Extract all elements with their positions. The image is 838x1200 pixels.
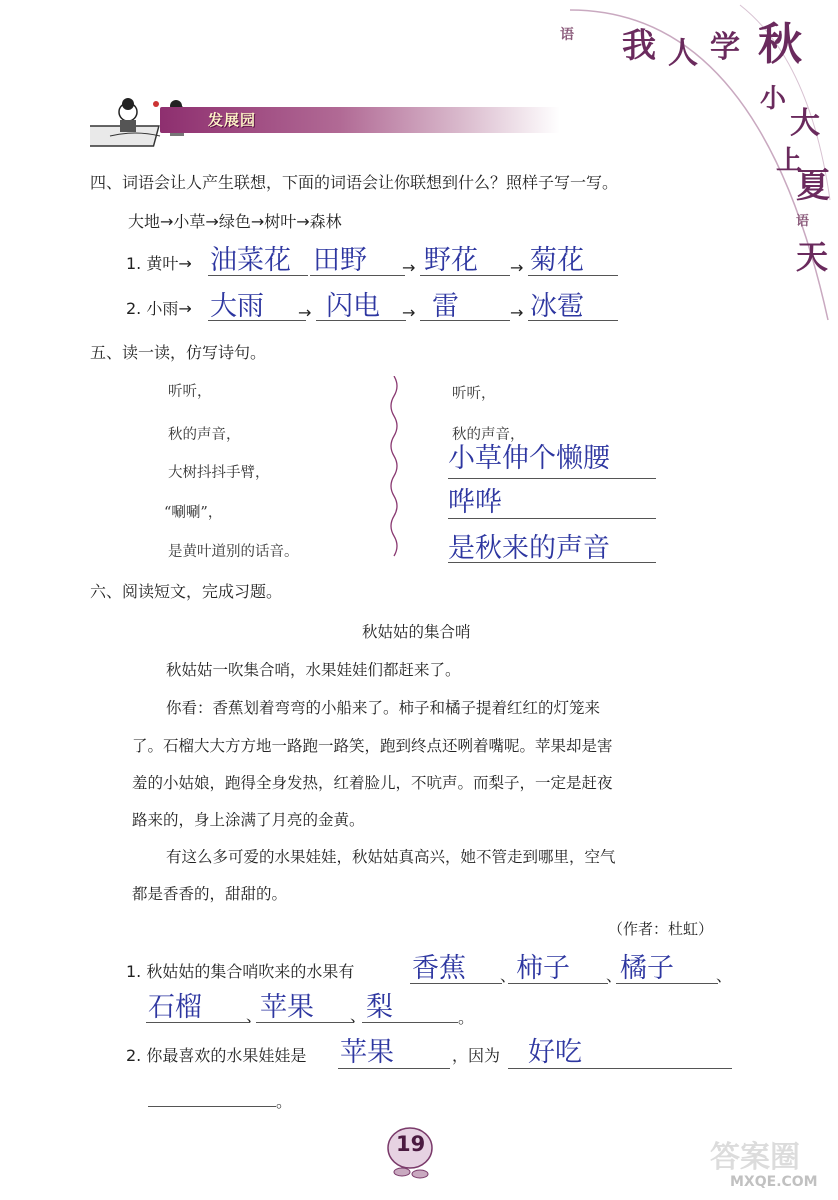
poem-line: 听听，: [452, 386, 496, 402]
passage-line: 你看：香蕉划着弯弯的小船来了。柿子和橘子提着红红的灯笼来: [166, 699, 601, 717]
q6-2-prompt: 2. 你最喜欢的水果娃娃是: [126, 1046, 307, 1065]
period: 。: [276, 1092, 293, 1111]
handwritten-answer: 是秋来的声音: [448, 533, 610, 564]
passage-author: （作者：杜虹）: [608, 920, 714, 938]
comma: 、: [716, 966, 733, 985]
watermark-url: MXQE.COM: [730, 1174, 818, 1190]
handwritten-answer: 好吃: [528, 1037, 582, 1068]
deco-char: 天: [796, 238, 829, 276]
handwritten-answer: 冰雹: [530, 291, 584, 322]
comma: 、: [246, 1006, 263, 1025]
poem-line: 秋的声音，: [452, 427, 525, 443]
handwritten-answer: 苹果: [340, 1037, 394, 1068]
poem-line: 大树抖抖手臂，: [168, 465, 270, 481]
passage-title: 秋姑姑的集合哨: [362, 623, 471, 641]
arrow-icon: →: [402, 258, 416, 277]
poem-line: 听听，: [168, 384, 212, 400]
corner-decoration: [560, 0, 838, 330]
poem-line: 秋的声音，: [168, 427, 241, 443]
passage-line: 有这么多可爱的水果娃娃，秋姑姑真高兴，她不管走到哪里，空气: [166, 848, 616, 866]
handwritten-answer: 小草伸个懒腰: [448, 443, 610, 474]
handwritten-answer: 田野: [313, 245, 367, 276]
answer-line: [148, 1106, 276, 1107]
q4-row2-label: 2. 小雨→: [126, 299, 192, 318]
deco-char: 学: [710, 30, 740, 65]
handwritten-answer: 香蕉: [412, 953, 466, 984]
q4-row1-label: 1. 黄叶→: [126, 254, 192, 273]
comma: 、: [500, 966, 517, 985]
passage-line: 羞的小姑娘，跑得全身发热，红着脸儿，不吭声。而梨子，一定是赶夜: [132, 774, 613, 792]
deco-char: 大: [790, 106, 820, 141]
answer-line: [338, 1068, 450, 1069]
handwritten-answer: 柿子: [516, 953, 570, 984]
arrow-icon: →: [298, 303, 312, 322]
answer-line: [508, 1068, 732, 1069]
q5-prompt: 五、读一读，仿写诗句。: [90, 343, 267, 362]
arrow-icon: →: [510, 258, 524, 277]
wavy-divider-icon: [384, 376, 404, 566]
watermark: [710, 1132, 800, 1176]
q6-2-because: ，因为: [452, 1046, 501, 1065]
handwritten-answer: 苹果: [260, 992, 314, 1023]
answer-line: [448, 518, 656, 519]
watermark-text: 答案圈: [710, 1140, 800, 1175]
deco-char: 语: [560, 27, 574, 43]
deco-char: 我: [622, 26, 656, 66]
comma: 、: [606, 966, 623, 985]
handwritten-answer: 石榴: [148, 992, 202, 1023]
handwritten-answer: 哗哗: [448, 487, 502, 518]
handwritten-answer: 菊花: [530, 245, 584, 276]
q4-prompt: 四、词语会让人产生联想，下面的词语会让你联想到什么？照样子写一写。: [90, 173, 619, 192]
deco-char: 语: [796, 214, 810, 229]
handwritten-answer: 闪电: [326, 291, 380, 322]
handwritten-answer: 橘子: [620, 953, 674, 984]
deco-char: 人: [668, 36, 698, 71]
q6-1-prompt: 1. 秋姑姑的集合哨吹来的水果有: [126, 962, 355, 981]
handwritten-answer: 油菜花: [210, 245, 291, 276]
passage-line: 都是香香的，甜甜的。: [132, 885, 288, 903]
handwritten-answer: 野花: [424, 245, 478, 276]
arrow-icon: →: [402, 303, 416, 322]
passage-line: 了。石榴大大方方地一路跑一路笑，跑到终点还咧着嘴呢。苹果却是害: [132, 737, 613, 755]
passage-line: 路来的，身上涂满了月亮的金黄。: [132, 811, 365, 829]
comma: 、: [350, 1006, 367, 1025]
passage-line: 秋姑姑一吹集合哨，水果娃娃们都赶来了。: [166, 661, 461, 679]
handwritten-answer: 大雨: [210, 291, 264, 322]
deco-char: 秋: [758, 19, 802, 70]
deco-char: 小: [760, 84, 787, 114]
handwritten-answer: 梨: [366, 992, 393, 1023]
poem-line: 是黄叶道别的话音。: [168, 544, 299, 560]
page-number: 19: [396, 1132, 426, 1156]
section-title: 发展园: [208, 111, 257, 129]
deco-char: 夏: [796, 166, 830, 206]
period: 。: [458, 1008, 475, 1027]
arrow-icon: →: [510, 303, 524, 322]
poem-line: “唰唰”，: [164, 505, 223, 521]
deco-char: 上: [776, 146, 803, 176]
page-number-badge: [380, 1122, 440, 1180]
handwritten-answer: 雷: [432, 291, 459, 322]
q6-prompt: 六、阅读短文，完成习题。: [90, 582, 283, 601]
answer-line: [448, 478, 656, 479]
q4-example: 大地→小草→绿色→树叶→森林: [128, 212, 342, 231]
